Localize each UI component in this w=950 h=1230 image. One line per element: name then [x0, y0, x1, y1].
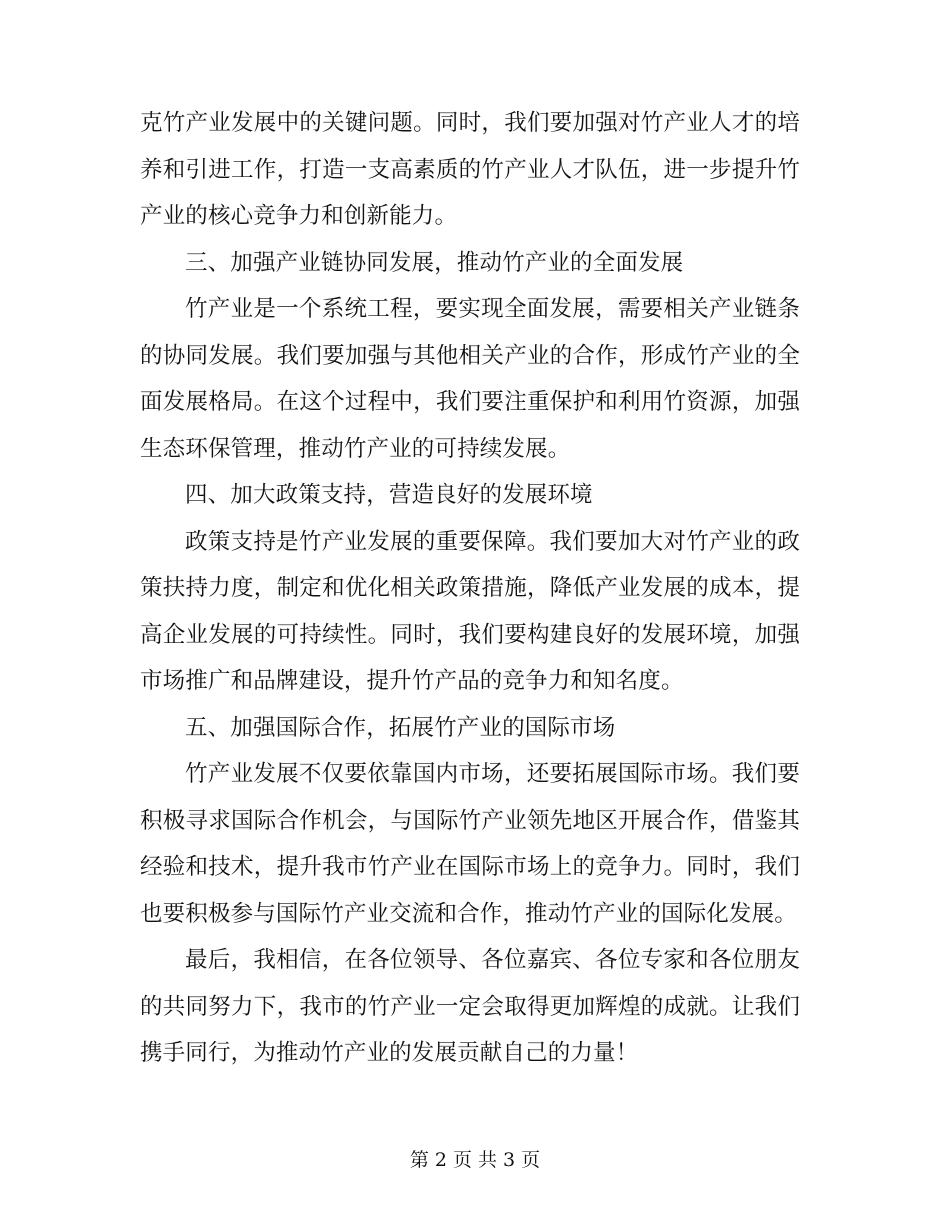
page-number-footer: 第 2 页 共 3 页	[409, 1149, 541, 1171]
body-paragraph: 竹产业发展不仅要依靠国内市场，还要拓展国际市场。我们要积极寻求国际合作机会，与国际竹产业领先地区开展合作，借鉴其经验和技术，提升我市竹产业在国际市场上的竞争力。同时，我们也要积极参与国际竹产业交流和合作，推动竹产业的国际化发展。	[140, 761, 800, 927]
section-heading: 四、加大政策支持，营造良好的发展环境	[185, 482, 593, 508]
section-heading: 五、加强国际合作，拓展竹产业的国际市场	[185, 714, 616, 741]
document-body	[140, 100, 800, 1077]
body-paragraph: 克竹产业发展中的关键问题。同时，我们要加强对竹产业人才的培养和引进工作，打造一支高素质的竹产业人才队伍，进一步提升竹产业的核心竞争力和创新能力。	[140, 110, 800, 229]
body-paragraph: 竹产业是一个系统工程，要实现全面发展，需要相关产业链条的协同发展。我们要加强与其他相关产业的合作，形成竹产业的全面发展格局。在这个过程中，我们要注重保护和利用竹资源，加强生态环保管理，推动竹产业的可持续发展。	[140, 296, 800, 462]
body-paragraph: 政策支持是竹产业发展的重要保障。我们要加大对竹产业的政策扶持力度，制定和优化相关政策措施，降低产业发展的成本，提高企业发展的可持续性。同时，我们要构建良好的发展环境，加强市场推广和品牌建设，提升竹产品的竞争力和知名度。	[140, 528, 800, 694]
closing-paragraph: 最后，我相信，在各位领导、各位嘉宾、各位专家和各位朋友的共同努力下，我市的竹产业一定会取得更加辉煌的成就。让我们携手同行，为推动竹产业的发展贡献自己的力量！	[140, 947, 800, 1066]
section-heading: 三、加强产业链协同发展，推动竹产业的全面发展	[185, 249, 684, 276]
